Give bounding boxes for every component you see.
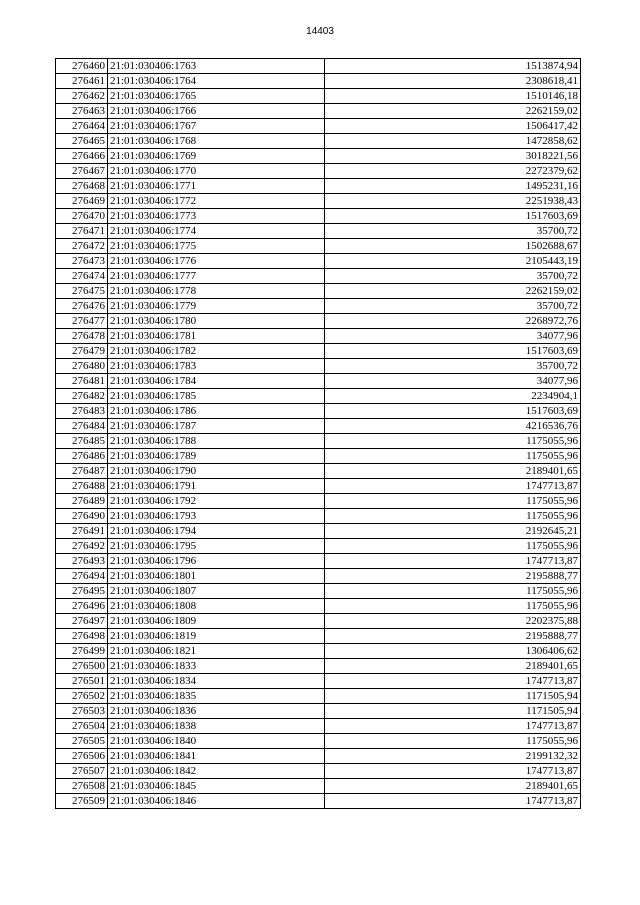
cadastral-value-cell: 2189401,65 (325, 659, 581, 674)
row-number-cell: 276473 (56, 254, 108, 269)
cadastral-number-cell: 21:01:030406:1808 (108, 599, 325, 614)
row-number-cell: 276488 (56, 479, 108, 494)
row-number-cell: 276505 (56, 734, 108, 749)
row-number-cell: 276481 (56, 374, 108, 389)
row-number-cell: 276464 (56, 119, 108, 134)
cadastral-value-cell: 1517603,69 (325, 344, 581, 359)
table-row (56, 779, 581, 794)
row-number-cell: 276506 (56, 749, 108, 764)
table-row (56, 209, 581, 224)
table-row (56, 389, 581, 404)
cadastral-value-cell: 1472858,62 (325, 134, 581, 149)
row-number-cell: 276463 (56, 104, 108, 119)
row-number-cell: 276509 (56, 794, 108, 809)
table-row (56, 479, 581, 494)
table-row (56, 614, 581, 629)
cadastral-value-cell: 2195888,77 (325, 629, 581, 644)
cadastral-number-cell: 21:01:030406:1779 (108, 299, 325, 314)
table-row (56, 494, 581, 509)
row-number-cell: 276495 (56, 584, 108, 599)
cadastral-number-cell: 21:01:030406:1777 (108, 269, 325, 284)
cadastral-value-cell: 1517603,69 (325, 209, 581, 224)
cadastral-number-cell: 21:01:030406:1819 (108, 629, 325, 644)
row-number-cell: 276490 (56, 509, 108, 524)
cadastral-number-cell: 21:01:030406:1791 (108, 479, 325, 494)
cadastral-number-cell: 21:01:030406:1781 (108, 329, 325, 344)
row-number-cell: 276480 (56, 359, 108, 374)
row-number-cell: 276469 (56, 194, 108, 209)
table-row (56, 329, 581, 344)
cadastral-value-cell: 2262159,02 (325, 104, 581, 119)
row-number-cell: 276466 (56, 149, 108, 164)
cadastral-number-cell: 21:01:030406:1776 (108, 254, 325, 269)
table-row (56, 704, 581, 719)
cadastral-value-cell: 2192645,21 (325, 524, 581, 539)
cadastral-number-cell: 21:01:030406:1765 (108, 89, 325, 104)
cadastral-value-cell: 35700,72 (325, 299, 581, 314)
cadastral-number-cell: 21:01:030406:1793 (108, 509, 325, 524)
table-row (56, 59, 581, 74)
table-row (56, 419, 581, 434)
cadastral-number-cell: 21:01:030406:1840 (108, 734, 325, 749)
cadastral-number-cell: 21:01:030406:1773 (108, 209, 325, 224)
cadastral-value-cell: 1747713,87 (325, 554, 581, 569)
row-number-cell: 276502 (56, 689, 108, 704)
cadastral-number-cell: 21:01:030406:1788 (108, 434, 325, 449)
cadastral-number-cell: 21:01:030406:1782 (108, 344, 325, 359)
table-row (56, 569, 581, 584)
table-row (56, 659, 581, 674)
cadastral-number-cell: 21:01:030406:1838 (108, 719, 325, 734)
cadastral-value-table (55, 58, 581, 809)
cadastral-value-cell: 1306406,62 (325, 644, 581, 659)
cadastral-number-cell: 21:01:030406:1785 (108, 389, 325, 404)
table-row (56, 89, 581, 104)
cadastral-number-cell: 21:01:030406:1794 (108, 524, 325, 539)
cadastral-value-cell: 1175055,96 (325, 734, 581, 749)
row-number-cell: 276461 (56, 74, 108, 89)
cadastral-number-cell: 21:01:030406:1763 (108, 59, 325, 74)
table-row (56, 239, 581, 254)
table-row (56, 179, 581, 194)
table-row (56, 734, 581, 749)
row-number-cell: 276471 (56, 224, 108, 239)
cadastral-value-cell: 2308618,41 (325, 74, 581, 89)
row-number-cell: 276460 (56, 59, 108, 74)
row-number-cell: 276483 (56, 404, 108, 419)
row-number-cell: 276492 (56, 539, 108, 554)
cadastral-number-cell: 21:01:030406:1786 (108, 404, 325, 419)
table-row (56, 749, 581, 764)
row-number-cell: 276496 (56, 599, 108, 614)
cadastral-value-cell: 1175055,96 (325, 434, 581, 449)
cadastral-value-cell: 2195888,77 (325, 569, 581, 584)
table-row (56, 764, 581, 779)
row-number-cell: 276484 (56, 419, 108, 434)
table-row (56, 524, 581, 539)
table-row (56, 74, 581, 89)
cadastral-value-cell: 1175055,96 (325, 509, 581, 524)
table-row (56, 509, 581, 524)
table-row (56, 464, 581, 479)
cadastral-number-cell: 21:01:030406:1766 (108, 104, 325, 119)
table-row (56, 689, 581, 704)
row-number-cell: 276478 (56, 329, 108, 344)
cadastral-number-cell: 21:01:030406:1841 (108, 749, 325, 764)
cadastral-number-cell: 21:01:030406:1769 (108, 149, 325, 164)
row-number-cell: 276507 (56, 764, 108, 779)
cadastral-value-cell: 1513874,94 (325, 59, 581, 74)
row-number-cell: 276467 (56, 164, 108, 179)
cadastral-number-cell: 21:01:030406:1845 (108, 779, 325, 794)
table-row (56, 629, 581, 644)
row-number-cell: 276485 (56, 434, 108, 449)
cadastral-value-cell: 1502688,67 (325, 239, 581, 254)
table-row (56, 434, 581, 449)
table-row (56, 359, 581, 374)
cadastral-number-cell: 21:01:030406:1770 (108, 164, 325, 179)
row-number-cell: 276508 (56, 779, 108, 794)
row-number-cell: 276491 (56, 524, 108, 539)
cadastral-value-cell: 35700,72 (325, 359, 581, 374)
row-number-cell: 276482 (56, 389, 108, 404)
row-number-cell: 276479 (56, 344, 108, 359)
table-row (56, 224, 581, 239)
table-row (56, 584, 581, 599)
cadastral-value-cell: 35700,72 (325, 224, 581, 239)
table-row (56, 134, 581, 149)
cadastral-number-cell: 21:01:030406:1783 (108, 359, 325, 374)
row-number-cell: 276477 (56, 314, 108, 329)
table-row (56, 119, 581, 134)
row-number-cell: 276465 (56, 134, 108, 149)
cadastral-number-cell: 21:01:030406:1768 (108, 134, 325, 149)
row-number-cell: 276472 (56, 239, 108, 254)
cadastral-value-cell: 3018221,56 (325, 149, 581, 164)
row-number-cell: 276470 (56, 209, 108, 224)
row-number-cell: 276499 (56, 644, 108, 659)
table-row (56, 404, 581, 419)
cadastral-number-cell: 21:01:030406:1833 (108, 659, 325, 674)
table-row (56, 374, 581, 389)
cadastral-number-cell: 21:01:030406:1771 (108, 179, 325, 194)
row-number-cell: 276462 (56, 89, 108, 104)
cadastral-value-cell: 1175055,96 (325, 494, 581, 509)
cadastral-number-cell: 21:01:030406:1778 (108, 284, 325, 299)
cadastral-number-cell: 21:01:030406:1767 (108, 119, 325, 134)
cadastral-value-cell: 1747713,87 (325, 794, 581, 809)
row-number-cell: 276498 (56, 629, 108, 644)
row-number-cell: 276504 (56, 719, 108, 734)
cadastral-number-cell: 21:01:030406:1792 (108, 494, 325, 509)
cadastral-value-cell: 1175055,96 (325, 449, 581, 464)
table-row (56, 254, 581, 269)
cadastral-value-cell: 2251938,43 (325, 194, 581, 209)
table-row (56, 644, 581, 659)
cadastral-value-cell: 2202375,88 (325, 614, 581, 629)
cadastral-value-cell: 34077,96 (325, 329, 581, 344)
table-row (56, 449, 581, 464)
cadastral-number-cell: 21:01:030406:1835 (108, 689, 325, 704)
cadastral-number-cell: 21:01:030406:1809 (108, 614, 325, 629)
cadastral-number-cell: 21:01:030406:1780 (108, 314, 325, 329)
cadastral-number-cell: 21:01:030406:1821 (108, 644, 325, 659)
table-row (56, 794, 581, 809)
row-number-cell: 276489 (56, 494, 108, 509)
row-number-cell: 276486 (56, 449, 108, 464)
table-row (56, 149, 581, 164)
cadastral-number-cell: 21:01:030406:1764 (108, 74, 325, 89)
cadastral-value-cell: 2189401,65 (325, 464, 581, 479)
table-row (56, 314, 581, 329)
cadastral-value-cell: 2199132,32 (325, 749, 581, 764)
row-number-cell: 276493 (56, 554, 108, 569)
cadastral-number-cell: 21:01:030406:1801 (108, 569, 325, 584)
cadastral-number-cell: 21:01:030406:1775 (108, 239, 325, 254)
table-row (56, 104, 581, 119)
cadastral-value-cell: 1175055,96 (325, 599, 581, 614)
cadastral-value-cell: 1175055,96 (325, 539, 581, 554)
table-row (56, 674, 581, 689)
cadastral-value-cell: 2234904,1 (325, 389, 581, 404)
cadastral-number-cell: 21:01:030406:1787 (108, 419, 325, 434)
cadastral-number-cell: 21:01:030406:1834 (108, 674, 325, 689)
cadastral-number-cell: 21:01:030406:1795 (108, 539, 325, 554)
table-row (56, 284, 581, 299)
cadastral-value-cell: 1171505,94 (325, 704, 581, 719)
cadastral-number-cell: 21:01:030406:1790 (108, 464, 325, 479)
table-row (56, 299, 581, 314)
cadastral-number-cell: 21:01:030406:1807 (108, 584, 325, 599)
table-body (56, 59, 581, 809)
cadastral-value-cell: 1506417,42 (325, 119, 581, 134)
row-number-cell: 276503 (56, 704, 108, 719)
table-row (56, 554, 581, 569)
cadastral-number-cell: 21:01:030406:1836 (108, 704, 325, 719)
cadastral-value-cell: 2189401,65 (325, 779, 581, 794)
row-number-cell: 276487 (56, 464, 108, 479)
cadastral-number-cell: 21:01:030406:1774 (108, 224, 325, 239)
table-row (56, 194, 581, 209)
cadastral-number-cell: 21:01:030406:1846 (108, 794, 325, 809)
cadastral-value-cell: 34077,96 (325, 374, 581, 389)
cadastral-number-cell: 21:01:030406:1789 (108, 449, 325, 464)
cadastral-value-cell: 35700,72 (325, 269, 581, 284)
cadastral-number-cell: 21:01:030406:1796 (108, 554, 325, 569)
cadastral-value-cell: 2268972,76 (325, 314, 581, 329)
row-number-cell: 276468 (56, 179, 108, 194)
cadastral-value-cell: 1747713,87 (325, 764, 581, 779)
cadastral-value-cell: 1495231,16 (325, 179, 581, 194)
cadastral-number-cell: 21:01:030406:1772 (108, 194, 325, 209)
row-number-cell: 276494 (56, 569, 108, 584)
table-row (56, 539, 581, 554)
page-number: 14403 (306, 26, 334, 37)
cadastral-number-cell: 21:01:030406:1842 (108, 764, 325, 779)
row-number-cell: 276501 (56, 674, 108, 689)
cadastral-value-cell: 1517603,69 (325, 404, 581, 419)
cadastral-value-cell: 1747713,87 (325, 479, 581, 494)
cadastral-number-cell: 21:01:030406:1784 (108, 374, 325, 389)
cadastral-value-cell: 1175055,96 (325, 584, 581, 599)
table-row (56, 164, 581, 179)
table-row (56, 719, 581, 734)
table-row (56, 344, 581, 359)
table-row (56, 599, 581, 614)
row-number-cell: 276474 (56, 269, 108, 284)
row-number-cell: 276475 (56, 284, 108, 299)
cadastral-value-cell: 1747713,87 (325, 719, 581, 734)
row-number-cell: 276476 (56, 299, 108, 314)
cadastral-value-cell: 2272379,62 (325, 164, 581, 179)
row-number-cell: 276500 (56, 659, 108, 674)
cadastral-value-cell: 1747713,87 (325, 674, 581, 689)
cadastral-value-cell: 2105443,19 (325, 254, 581, 269)
row-number-cell: 276497 (56, 614, 108, 629)
table-row (56, 269, 581, 284)
cadastral-value-cell: 2262159,02 (325, 284, 581, 299)
cadastral-value-cell: 4216536,76 (325, 419, 581, 434)
cadastral-value-cell: 1171505,94 (325, 689, 581, 704)
cadastral-value-cell: 1510146,18 (325, 89, 581, 104)
